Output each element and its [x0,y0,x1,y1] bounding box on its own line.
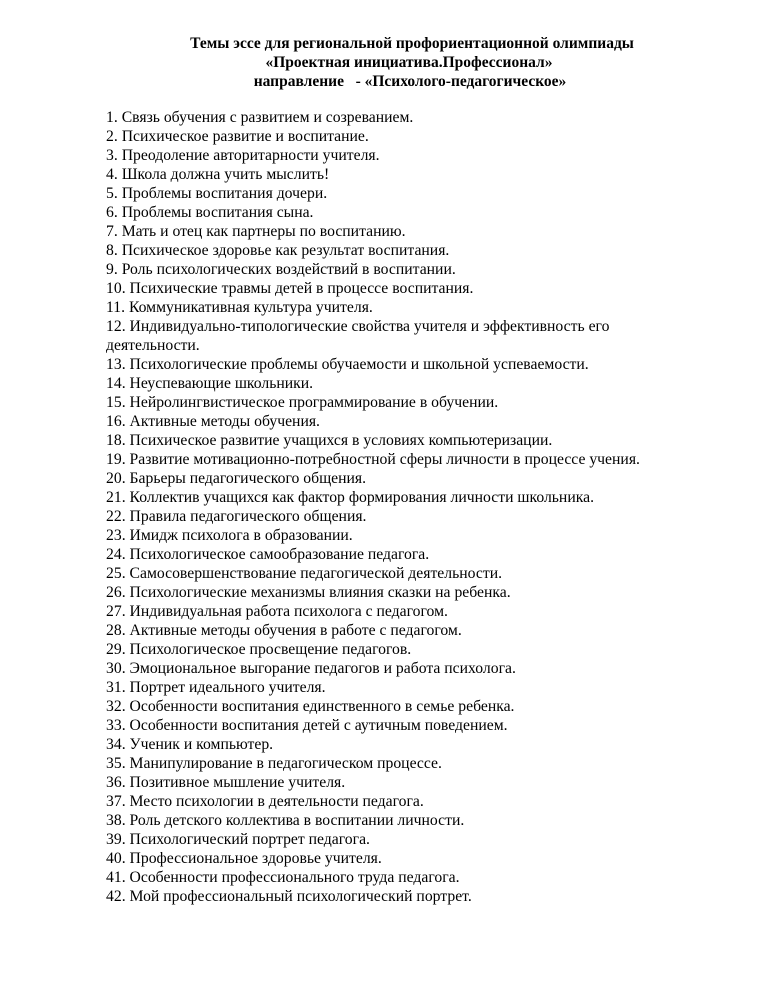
essay-topic-item: 40. Профессиональное здоровье учителя. [106,850,382,867]
essay-topic-item: 18. Психическое развитие учащихся в условиях компьютеризации. [106,432,553,449]
essay-topic-item: 1. Связь обучения с развитием и созреванием. [106,109,414,126]
essay-topic-item: 7. Мать и отец как партнеры по воспитанию. [106,223,406,240]
essay-topic-item: 16. Активные методы обучения. [106,413,320,430]
essay-topic-item: 29. Психологическое просвещение педагогов. [106,641,412,658]
header-program-line: «Проектная инициатива.Профессионал» [265,54,553,71]
essay-topic-item: 10. Психические травмы детей в процессе воспитания. [106,280,474,297]
essay-topic-item: 30. Эмоциональное выгорание педагогов и работа психолога. [106,660,516,677]
essay-topic-item: 19. Развитие мотивационно-потребностной сферы личности в процессе учения. [106,451,640,468]
essay-topic-item: 4. Школа должна учить мыслить! [106,166,330,183]
essay-topic-item: 38. Роль детского коллектива в воспитании личности. [106,812,465,829]
essay-topic-item: 31. Портрет идеального учителя. [106,679,326,696]
essay-topic-item: 2. Психическое развитие и воспитание. [106,128,369,145]
essay-topic-item: 5. Проблемы воспитания дочери. [106,185,328,202]
essay-topic-item: 3. Преодоление авторитарности учителя. [106,147,380,164]
essay-topic-item: 13. Психологические проблемы обучаемости и школьной успеваемости. [106,356,589,373]
essay-topic-item: 37. Место психологии в деятельности педагога. [106,793,424,810]
header-direction-line: направление - «Психолого-педагогическое» [253,73,567,90]
essay-topic-item: 20. Барьеры педагогического общения. [106,470,367,487]
essay-topic-item: 35. Манипулирование в педагогическом процессе. [106,755,442,772]
essay-topic-item: 14. Неуспевающие школьники. [106,375,314,392]
essay-topic-item: 8. Психическое здоровье как результат воспитания. [106,242,450,259]
essay-topic-item: 26. Психологические механизмы влияния сказки на ребенка. [106,584,511,601]
essay-topic-item: 34. Ученик и компьютер. [106,736,274,753]
essay-topic-item: 33. Особенности воспитания детей с аутичным поведением. [106,717,508,734]
essay-topic-item: 15. Нейролингвистическое программирование в обучении. [106,394,499,411]
essay-topic-item: 25. Самосовершенствование педагогической деятельности. [106,565,503,582]
header-title-line: Темы эссе для региональной профориентационной олимпиады [190,35,634,52]
essay-topic-item: 39. Психологический портрет педагога. [106,831,370,848]
essay-topic-item: 28. Активные методы обучения в работе с педагогом. [106,622,462,639]
essay-topic-item: 42. Мой профессиональный психологический портрет. [106,888,472,905]
essay-topic-item: 9. Роль психологических воздействий в воспитании. [106,261,456,278]
essay-topic-item: 12. Индивидуально-типологические свойства учителя и эффективность его деятельности. [106,318,610,354]
document-header [0,34,768,91]
essay-topic-item: 36. Позитивное мышление учителя. [106,774,346,791]
essay-topic-item: 41. Особенности профессионального труда педагога. [106,869,460,886]
essay-topic-item: 27. Индивидуальная работа психолога с педагогом. [106,603,448,620]
essay-topic-item: 23. Имидж психолога в образовании. [106,527,353,544]
essay-topics-list [106,108,706,906]
essay-topic-item: 6. Проблемы воспитания сына. [106,204,314,221]
essay-topic-item: 24. Психологическое самообразование педагога. [106,546,430,563]
essay-topic-item: 21. Коллектив учащихся как фактор формирования личности школьника. [106,489,594,506]
essay-topic-item: 32. Особенности воспитания единственного в семье ребенка. [106,698,515,715]
essay-topic-item: 11. Коммуникативная культура учителя. [106,299,373,316]
essay-topic-item: 22. Правила педагогического общения. [106,508,367,525]
